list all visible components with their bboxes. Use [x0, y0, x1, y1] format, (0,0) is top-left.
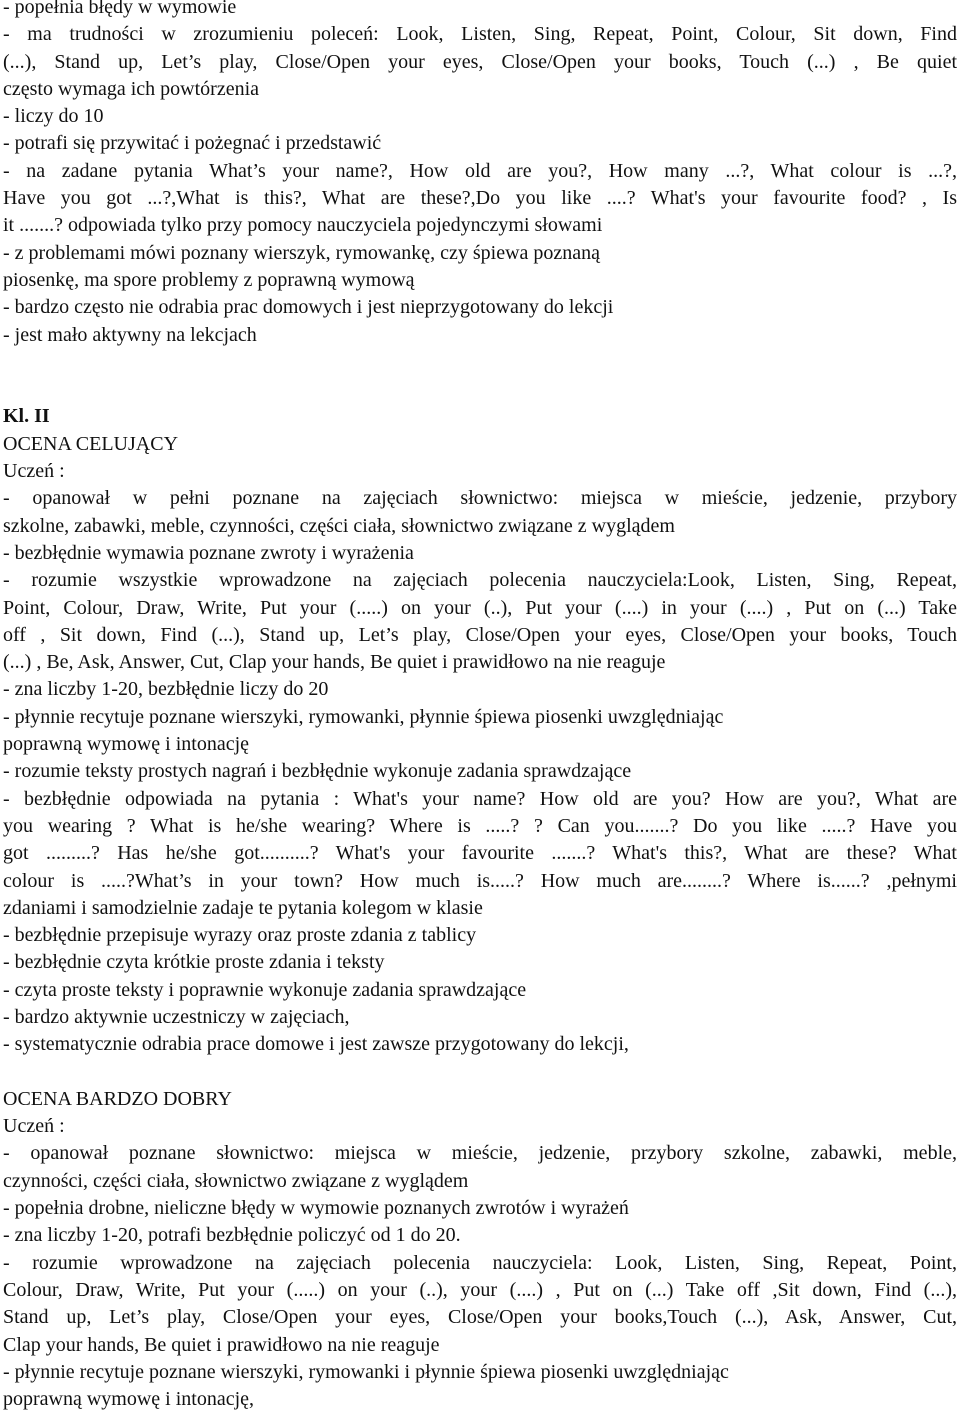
text-line: - czyta proste teksty i poprawnie wykonuje zadania sprawdzające	[3, 978, 527, 1001]
class-heading: Kl. II	[3, 405, 50, 428]
text-line: często wymaga ich powtórzenia	[3, 77, 260, 100]
text-line: - z problemami mówi poznany wierszyk, rymowankę, czy śpiewa poznaną	[3, 241, 601, 264]
text-line: Point, Colour, Draw, Write, Put your (.....) on your (..), Put your (....) in your (....) , Put on (...) Take	[3, 596, 957, 619]
text-line: - systematycznie odrabia prace domowe i jest zawsze przygotowany do lekcji,	[3, 1033, 629, 1056]
top-section	[3, 0, 957, 349]
text-line: piosenkę, ma spore problemy z poprawną wymową	[3, 268, 415, 291]
text-line: - opanował poznane słownictwo: miejsca w mieście, jedzenie, przybory szkolne, zabawki, meble,	[3, 1142, 957, 1165]
text-line: (...) , Be, Ask, Answer, Cut, Clap your hands, Be quiet i prawidłowo na nie reaguje	[3, 651, 666, 674]
text-line: - jest mało aktywny na lekcjach	[3, 323, 257, 346]
text-line: - rozumie teksty prostych nagrań i bezbłędnie wykonuje zadania sprawdzające	[3, 760, 632, 783]
text-line: you wearing ? What is he/she wearing? Where is .....? ? Can you.......? Do you like .....? Have you	[3, 814, 957, 837]
text-line: - bezbłędnie wymawia poznane zwroty i wyrażenia	[3, 541, 414, 564]
text-line: - rozumie wszystkie wprowadzone na zajęciach polecenia nauczyciela:Look, Listen, Sing, Repeat,	[3, 569, 957, 592]
text-line: - bezbłędnie czyta krótkie proste zdania i teksty	[3, 951, 385, 974]
text-line: - zna liczby 1-20, potrafi bezbłędnie policzyć od 1 do 20.	[3, 1224, 461, 1247]
text-line: (...), Stand up, Let’s play, Close/Open your eyes, Close/Open your books, Touch (...) , Be quiet	[3, 50, 957, 73]
text-line: - popełnia drobne, nieliczne błędy w wymowie poznanych zwrotów i wyrażeń	[3, 1197, 629, 1220]
text-line: - bezbłędnie przepisuje wyrazy oraz proste zdania z tablicy	[3, 924, 477, 947]
text-line: - na zadane pytania What’s your name?, How old are you?, How many ...?, What colour is ...?,	[3, 159, 957, 182]
text-line: Stand up, Let’s play, Close/Open your eyes, Close/Open your books,Touch (...), Ask, Answer, Cut,	[3, 1306, 957, 1329]
text-line: poprawną wymowę i intonację,	[3, 1388, 255, 1411]
text-line: zdaniami i samodzielnie zadaje te pytania kolegom w klasie	[3, 896, 483, 919]
text-line: poprawną wymowę i intonację	[3, 733, 250, 756]
text-line: it .......? odpowiada tylko przy pomocy nauczyciela pojedynczymi słowami	[3, 214, 603, 237]
text-line: - opanował w pełni poznane na zajęciach słownictwo: miejsca w mieście, jedzenie, przybory	[3, 487, 957, 510]
grade-subject: Uczeń :	[3, 460, 65, 483]
text-line: - rozumie wprowadzone na zajęciach polecenia nauczyciela: Look, Listen, Sing, Repeat, Point,	[3, 1251, 957, 1274]
text-line: - potrafi się przywitać i pożegnać i przedstawić	[3, 132, 382, 155]
text-line: - liczy do 10	[3, 105, 104, 128]
text-line: czynności, części ciała, słownictwo związane z wyglądem	[3, 1169, 469, 1192]
text-line: - popełnia błędy w wymowie	[3, 0, 237, 18]
grade-title: OCENA CELUJĄCY	[3, 432, 179, 455]
text-line: Colour, Draw, Write, Put your (.....) on your (..), your (....) , Put on (...) Take off ,Sit down, Find (...),	[3, 1278, 957, 1301]
text-line: Clap your hands, Be quiet i prawidłowo na nie reaguje	[3, 1333, 440, 1356]
spacer	[3, 349, 957, 404]
spacer	[3, 1059, 957, 1086]
text-line: - bardzo często nie odrabia prac domowych i jest nieprzygotowany do lekcji	[3, 296, 614, 319]
grade-title: OCENA BARDZO DOBRY	[3, 1087, 232, 1110]
text-line: - bardzo aktywnie uczestniczy w zajęciach,	[3, 1005, 350, 1028]
grade-section-bardzo-dobry	[3, 1086, 957, 1414]
grade-subject: Uczeń :	[3, 1115, 65, 1138]
text-line: Have you got ...?,What is this?, What are these?,Do you like ....? What's your favourite food? , Is	[3, 187, 957, 210]
text-line: got .........? Has he/she got..........? What's your favourite .......? What's this?, What are these? What	[3, 842, 957, 865]
text-line: - ma trudności w zrozumieniu poleceń: Look, Listen, Sing, Repeat, Point, Colour, Sit down, Find	[3, 23, 957, 46]
grade-section-celujacy	[3, 431, 957, 1059]
text-line: off , Sit down, Find (...), Stand up, Let’s play, Close/Open your eyes, Close/Open your books, Touch	[3, 623, 957, 646]
text-line: - bezbłędnie odpowiada na pytania : What's your name? How old are you? How are you?, What are	[3, 787, 957, 810]
text-line: colour is .....?What’s in your town? How much is.....? How much are........? Where is......? ,pełnymi	[3, 869, 957, 892]
document-page	[3, 0, 957, 1413]
text-line: - płynnie recytuje poznane wierszyki, rymowanki, płynnie śpiewa piosenki uwzględniając	[3, 705, 724, 728]
text-line: szkolne, zabawki, meble, czynności, części ciała, słownictwo związane z wyglądem	[3, 514, 675, 537]
text-line: - płynnie recytuje poznane wierszyki, rymowanki i płynnie śpiewa piosenki uwzględniając	[3, 1360, 729, 1383]
text-line: - zna liczby 1-20, bezbłędnie liczy do 20	[3, 678, 329, 701]
